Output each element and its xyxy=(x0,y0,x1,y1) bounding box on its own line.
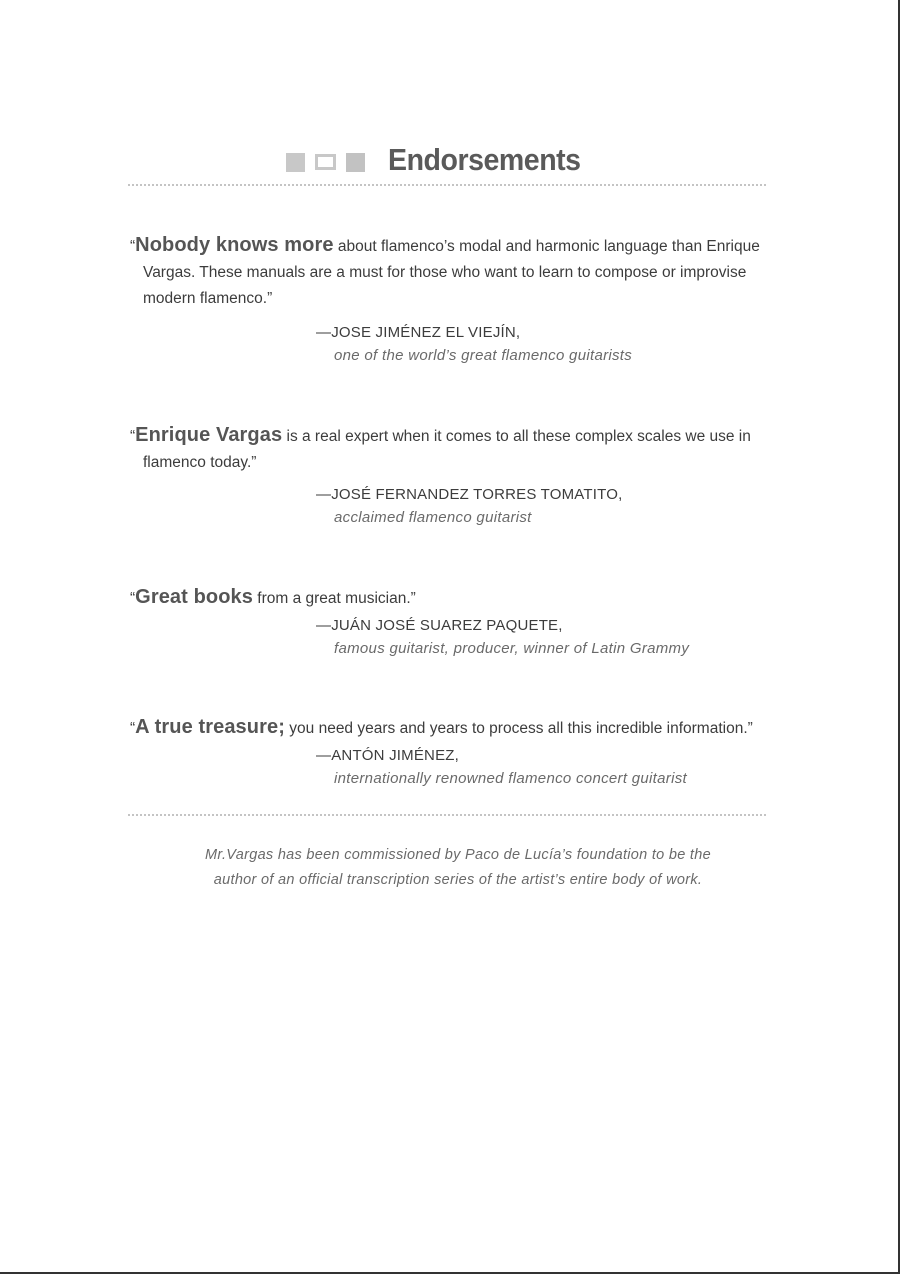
attribution-author xyxy=(316,744,687,767)
hollow-square-icon xyxy=(315,154,336,170)
close-quote: ” xyxy=(747,720,753,737)
attribution-author xyxy=(316,614,689,637)
quote-lead: Nobody knows more xyxy=(135,234,334,256)
open-quote: “ xyxy=(130,590,136,607)
open-quote: “ xyxy=(130,238,136,255)
attribution-dash: — xyxy=(316,324,332,341)
top-divider xyxy=(128,184,766,186)
quote-text xyxy=(130,422,793,476)
quote-lead: Great books xyxy=(135,586,253,608)
quote-lead: A true treasure; xyxy=(135,716,285,738)
header-icons xyxy=(286,152,365,172)
attribution xyxy=(316,321,632,367)
attribution-author xyxy=(316,483,622,506)
attribution-dash: — xyxy=(316,486,332,503)
quote-body: about flamenco’s modal and harmonic language than Enrique Vargas. These manuals are a must for those who want to learn to compose or improvise modern flamenco. xyxy=(143,238,760,307)
filled-square-icon xyxy=(286,153,305,172)
close-quote: ” xyxy=(410,590,416,607)
attribution-dash: — xyxy=(316,617,332,634)
author-name: JOSÉ FERNANDEZ TORRES TOMATITO, xyxy=(331,486,623,503)
footnote-line: Mr.Vargas has been commissioned by Paco de Lucía’s foundation to be the xyxy=(204,847,711,863)
endorsement xyxy=(130,714,790,787)
attribution-role: one of the world’s great flamenco guitarists xyxy=(334,347,633,364)
endorsement xyxy=(130,584,790,657)
quote-body: you need years and years to process all this incredible information. xyxy=(284,720,748,737)
open-quote: “ xyxy=(130,428,136,445)
attribution xyxy=(316,483,622,529)
attribution xyxy=(316,744,687,790)
close-quote: ” xyxy=(251,454,257,471)
attribution-role: acclaimed flamenco guitarist xyxy=(334,509,532,526)
quote-text xyxy=(130,584,793,612)
section-header xyxy=(128,138,766,185)
endorsement xyxy=(130,232,790,364)
quote-lead: Enrique Vargas xyxy=(135,424,283,446)
attribution-role: famous guitarist, producer, winner of Latin Grammy xyxy=(334,640,690,657)
author-name: ANTÓN JIMÉNEZ, xyxy=(331,747,460,764)
page-title: Endorsements xyxy=(388,142,581,177)
attribution xyxy=(316,614,689,660)
quote-body: is a real expert when it comes to all these complex scales we use in flamenco today. xyxy=(143,428,751,471)
bottom-divider xyxy=(128,814,766,816)
open-quote: “ xyxy=(130,720,136,737)
filled-square-icon xyxy=(346,153,365,172)
footnote xyxy=(128,843,788,893)
close-quote: ” xyxy=(267,290,273,307)
attribution-author xyxy=(316,321,632,344)
quote-text xyxy=(130,714,783,742)
quote-body: from a great musician. xyxy=(252,590,411,607)
author-name: JOSE JIMÉNEZ EL VIEJÍN, xyxy=(331,324,521,341)
endorsement xyxy=(130,422,790,526)
attribution-role: internationally renowned flamenco concert guitarist xyxy=(334,770,687,787)
author-name: JUÁN JOSÉ SUAREZ PAQUETE, xyxy=(331,617,563,634)
footnote-line: author of an official transcription series of the artist’s entire body of work. xyxy=(213,872,703,888)
quote-text xyxy=(130,232,761,312)
attribution-dash: — xyxy=(316,747,332,764)
